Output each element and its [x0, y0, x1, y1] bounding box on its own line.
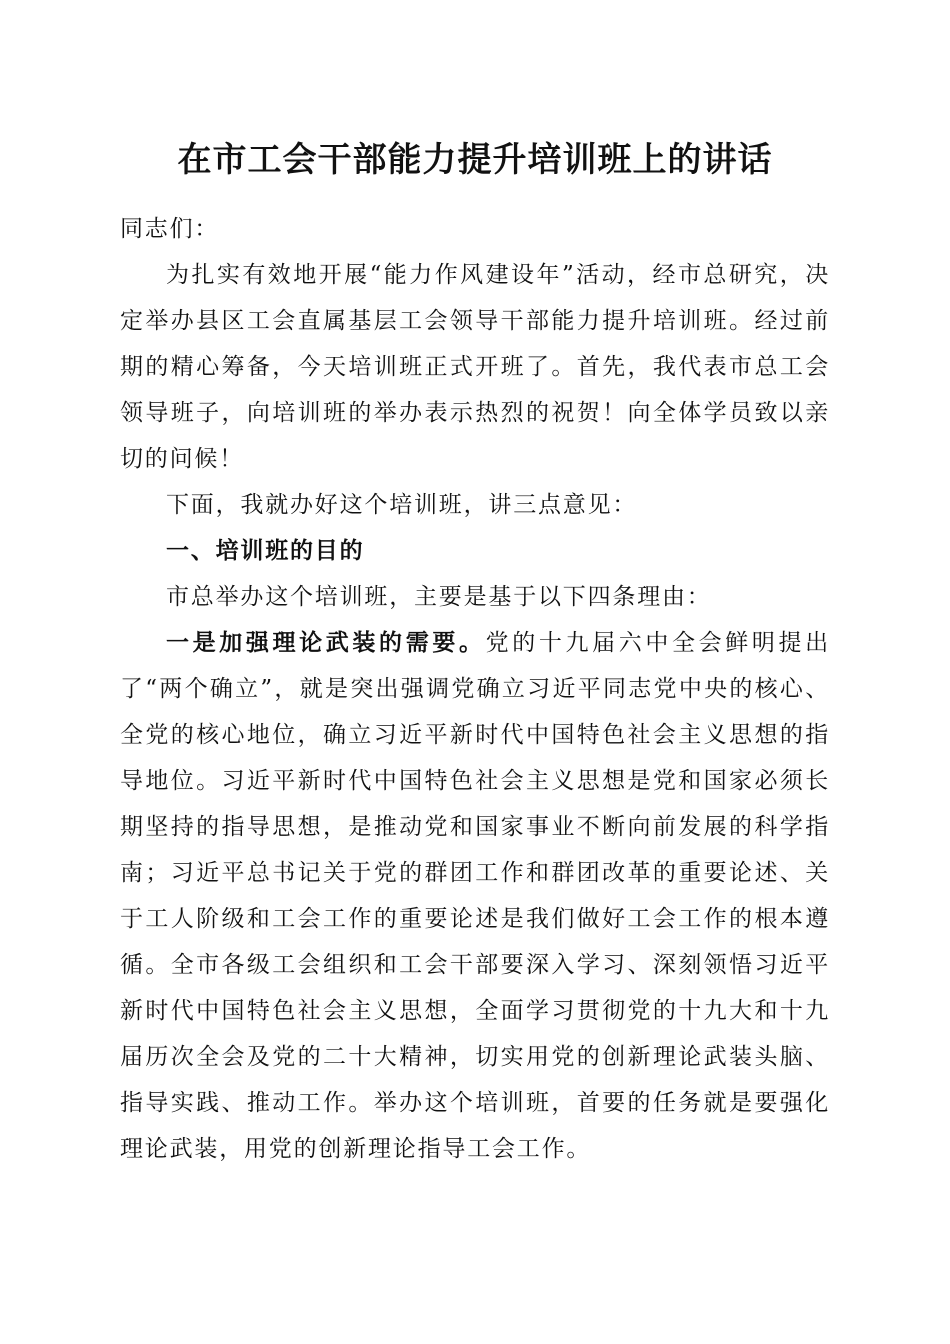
salutation: 同志们：	[120, 216, 220, 242]
section-heading-1: 一、培训班的目的	[166, 538, 365, 564]
paragraph-opening: 为扎实有效地开展“能力作风建设年”活动，经市总研究，决定举办县区工会直属基层工会领导干部能力提升培训班。经过前期的精心筹备，今天培训班正式开班了。首先，我代表市总工会领导班子，向培训班的举办表示热烈的祝贺！向全体学员致以亲切的问候！	[120, 262, 830, 472]
point-1-lead-in: 一是加强理论武装的需要。	[166, 629, 486, 656]
paragraph-point-1	[120, 620, 830, 1172]
paragraph-reasons-intro: 市总举办这个培训班，主要是基于以下四条理由：	[166, 584, 712, 610]
document-body	[120, 206, 830, 1172]
document-page	[120, 0, 830, 1344]
document-title: 在市工会干部能力提升培训班上的讲话	[177, 140, 773, 180]
paragraph-outline: 下面，我就办好这个培训班，讲三点意见：	[166, 492, 638, 518]
point-1-text: 党的十九届六中全会鲜明提出了“两个确立”，就是突出强调党确立习近平同志党中央的核心、全党的核心地位，确立习近平新时代中国特色社会主义思想的指导地位。习近平新时代中国特色社会主义思想是党和国家必须长期坚持的指导思想，是推动党和国家事业不断向前发展的科学指南；习近平总书记关于党的群团工作和群团改革的重要论述、关于工人阶级和工会工作的重要论述是我们做好工会工作的根本遵循。全市各级工会组织和工会干部要深入学习、深刻领悟习近平新时代中国特色社会主义思想，全面学习贯彻党的十九大和十九届历次全会及党的二十大精神，切实用党的创新理论武装头脑、指导实践、推动工作。举办这个培训班，首要的任务就是要强化理论武装，用党的创新理论指导工会工作。	[120, 630, 830, 1162]
